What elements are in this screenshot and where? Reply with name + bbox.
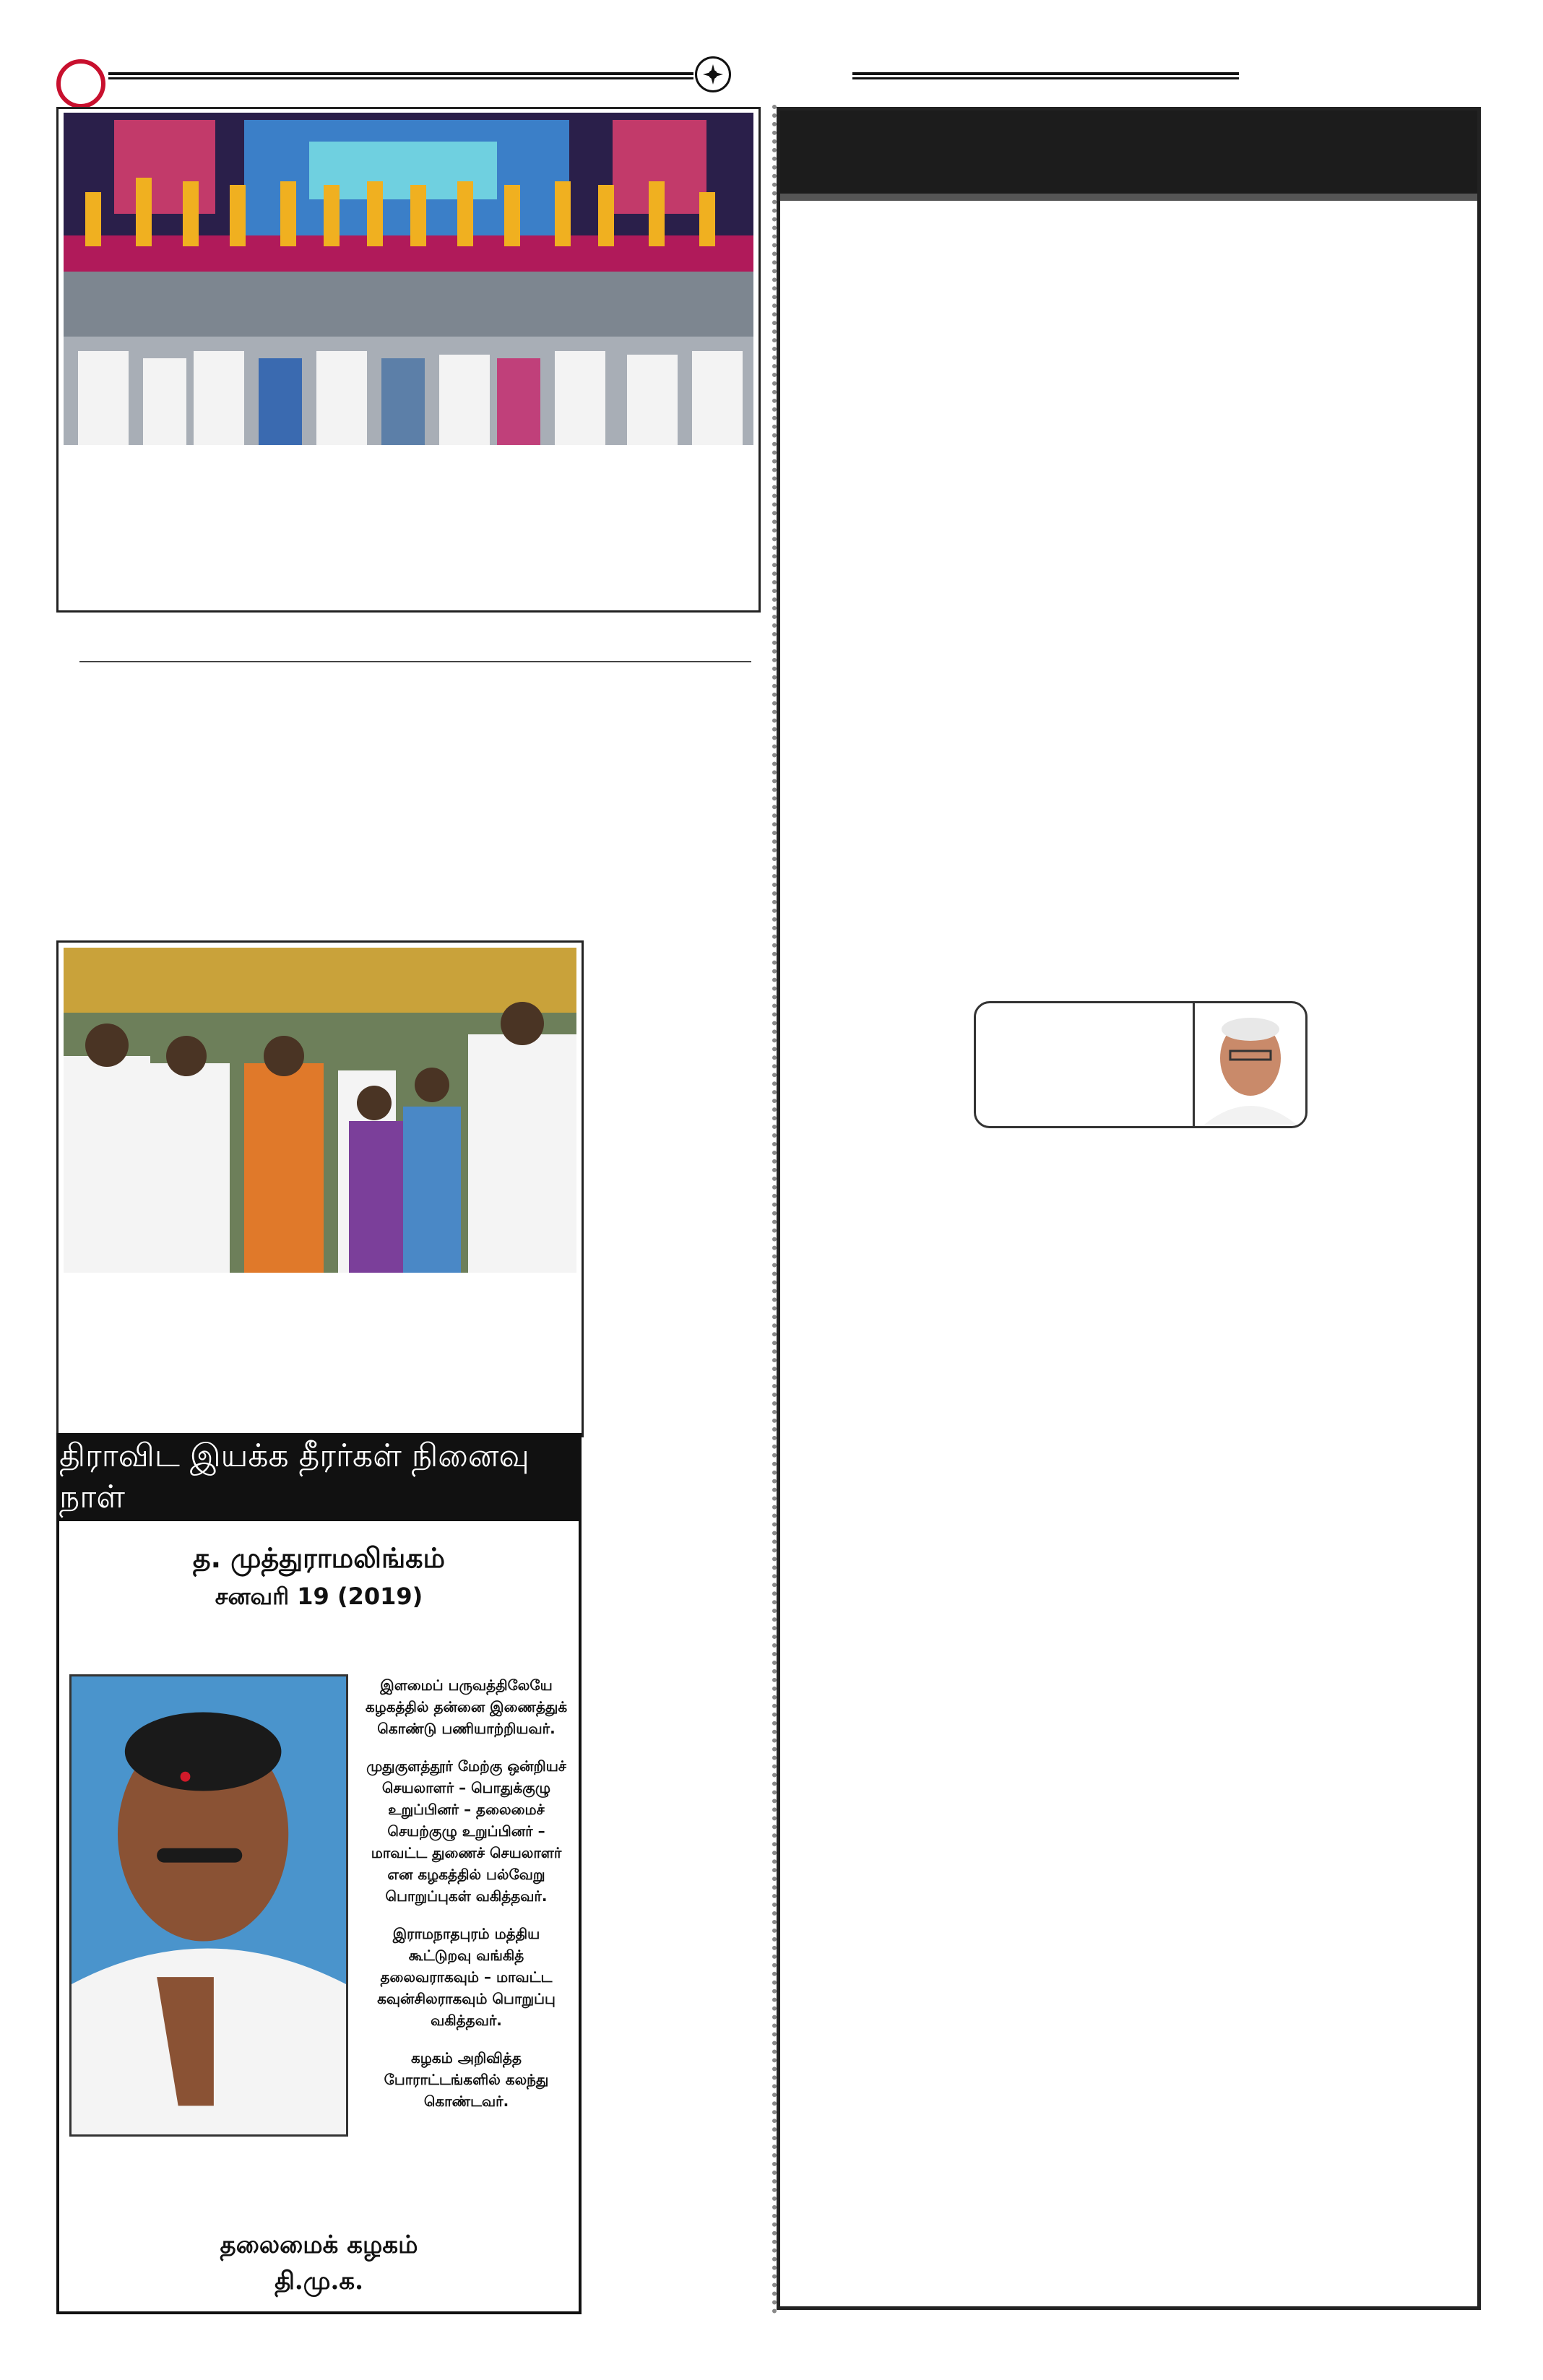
memorial-portrait bbox=[69, 1674, 348, 2137]
memorial-person-name: த. முத்துராமலிங்கம் bbox=[192, 1542, 446, 1574]
memorial-signature-org: தலைமைக் கழகம் bbox=[220, 2230, 418, 2259]
party-emblem-icon bbox=[695, 56, 731, 92]
audience-photo bbox=[64, 272, 753, 445]
right-article-frame bbox=[777, 107, 1481, 2310]
memorial-bio-paragraph: இராமநாதபுரம் மத்திய கூட்டுறவு வங்கித் தலைவராகவும் – மாவட்ட கவுன்சிலராகவும் பொறுப்பு வகித்தவர். bbox=[377, 1925, 556, 2029]
dance-performance-photo bbox=[64, 113, 753, 272]
memorial-heading: திராவிட இயக்க தீரர்கள் நினைவு நாள் bbox=[59, 1436, 579, 1521]
memorial-signature-party: தி.மு.க. bbox=[275, 2267, 363, 2295]
header-rule-left bbox=[108, 72, 693, 79]
right-article-header bbox=[780, 111, 1477, 201]
memorial-bio-paragraph: முதுகுளத்தூர் மேற்கு ஒன்றியச் செயலாளர் – பொதுக்குழு உறுப்பினர் – தலைமைச் செயற்குழு உறுப்பினர் – மாவட்ட துணைச் செயலாளர் என கழகத்தில் பல்வேறு பொறுப்புகள் வகித்தவர். bbox=[366, 1757, 566, 1905]
column-divider-rule bbox=[79, 661, 751, 662]
memorial-biography bbox=[360, 1674, 573, 2128]
memorial-date: சனவரி 19 (2019) bbox=[215, 1583, 423, 1610]
memorial-bio-paragraph: இளமைப் பருவத்திலேயே கழகத்தில் தன்னை இணைத்துக் கொண்டு பணியாற்றியவர். bbox=[365, 1676, 568, 1737]
right-article-header-shadow bbox=[780, 194, 1477, 201]
welfare-distribution-photo bbox=[64, 948, 576, 1273]
author-card-divider bbox=[1193, 1003, 1195, 1126]
memorial-bio-paragraph: கழகம் அறிவித்த போராட்டங்களில் கலந்து கொண்டவர். bbox=[384, 2049, 549, 2110]
author-card bbox=[974, 1001, 1308, 1128]
header-rule-right bbox=[852, 72, 1239, 79]
page-number-circle bbox=[56, 59, 105, 108]
author-photo bbox=[1197, 1008, 1304, 1125]
